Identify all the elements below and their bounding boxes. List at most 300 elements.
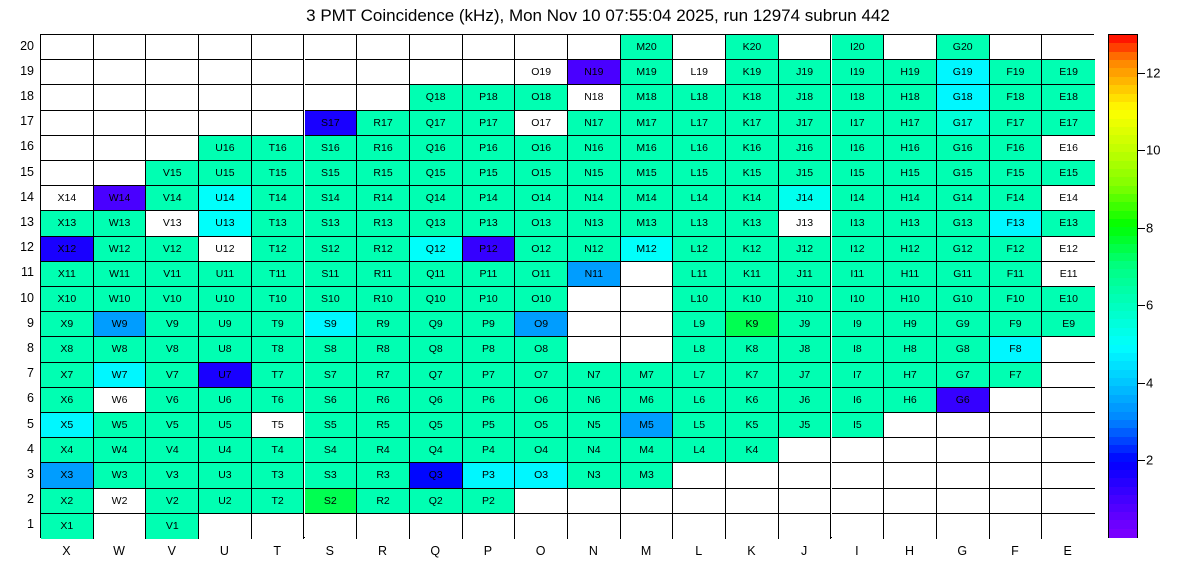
heatmap-cell: M7 [621, 363, 674, 388]
heatmap-cell: P5 [463, 413, 516, 438]
heatmap-cell: R14 [357, 186, 410, 211]
heatmap-cell-empty [410, 60, 463, 85]
heatmap-cell: M13 [621, 211, 674, 236]
heatmap-cell: H14 [884, 186, 937, 211]
heatmap-cell: G11 [937, 262, 990, 287]
heatmap-cell: O18 [515, 85, 568, 110]
heatmap-cell: I12 [832, 237, 885, 262]
x-axis-tick: F [1011, 544, 1019, 558]
y-axis-tick: 15 [20, 164, 34, 179]
heatmap-cell: P3 [463, 463, 516, 488]
heatmap-cell: G17 [937, 111, 990, 136]
heatmap-cell: J6 [779, 388, 832, 413]
colorbar-segment [1109, 529, 1137, 538]
heatmap-cell: J13 [779, 211, 832, 236]
heatmap-cell-empty [779, 489, 832, 514]
x-axis-tick: W [113, 544, 125, 558]
heatmap-cell: F14 [990, 186, 1043, 211]
heatmap-cell: R15 [357, 161, 410, 186]
heatmap-cell-empty [94, 60, 147, 85]
heatmap-cell: F12 [990, 237, 1043, 262]
heatmap-cell: J11 [779, 262, 832, 287]
heatmap-cell: T3 [252, 463, 305, 488]
heatmap-cell: N5 [568, 413, 621, 438]
heatmap-cell: R2 [357, 489, 410, 514]
heatmap-cell: J19 [779, 60, 832, 85]
y-axis-tick: 13 [20, 215, 34, 229]
x-axis-tick: E [1063, 544, 1072, 558]
y-axis-tick: 16 [20, 139, 34, 154]
page-title: 3 PMT Coincidence (kHz), Mon Nov 10 07:55:04 2025, run 12974 subrun 442 [306, 6, 890, 25]
heatmap-cell: P2 [463, 489, 516, 514]
y-axis-tick: 14 [20, 189, 34, 204]
heatmap-cell: S10 [305, 287, 358, 312]
heatmap-cell: T16 [252, 136, 305, 161]
heatmap-cell: O8 [515, 337, 568, 362]
heatmap-cell: X4 [41, 438, 94, 463]
y-axis [0, 34, 34, 538]
heatmap-cell: W3 [94, 463, 147, 488]
heatmap-cell: S4 [305, 438, 358, 463]
plot-area [40, 34, 1094, 538]
heatmap-cell-empty [41, 60, 94, 85]
colorbar-tick-label: 12 [1146, 65, 1161, 81]
heatmap-cell: L11 [673, 262, 726, 287]
heatmap-cell: X5 [41, 413, 94, 438]
heatmap-cell: V9 [146, 312, 199, 337]
heatmap-cell: K16 [726, 136, 779, 161]
x-axis-tick: H [905, 544, 915, 558]
heatmap-cell: U10 [199, 287, 252, 312]
heatmap-cell: X9 [41, 312, 94, 337]
heatmap-cell-empty [673, 514, 726, 539]
heatmap-cell: W10 [94, 287, 147, 312]
heatmap-cell: J15 [779, 161, 832, 186]
heatmap-cell: K15 [726, 161, 779, 186]
heatmap-cell: G10 [937, 287, 990, 312]
heatmap-cell: Q14 [410, 186, 463, 211]
heatmap-cell: L19 [673, 60, 726, 85]
heatmap-cell: N11 [568, 262, 621, 287]
heatmap-cell: J9 [779, 312, 832, 337]
heatmap-cell-empty [621, 514, 674, 539]
heatmap-cell: L10 [673, 287, 726, 312]
heatmap-cell: K8 [726, 337, 779, 362]
heatmap-cell: P10 [463, 287, 516, 312]
colorbar-tick-mark [1138, 228, 1145, 229]
heatmap-cell: K13 [726, 211, 779, 236]
heatmap-cell: J18 [779, 85, 832, 110]
heatmap-cell-empty [937, 413, 990, 438]
x-axis-tick: J [801, 544, 808, 558]
heatmap-cell: G16 [937, 136, 990, 161]
heatmap-cell: T5 [252, 413, 305, 438]
heatmap-cell: S7 [305, 363, 358, 388]
heatmap-cell-empty [884, 489, 937, 514]
heatmap-cell: H6 [884, 388, 937, 413]
heatmap-cell: O11 [515, 262, 568, 287]
heatmap-cell: U14 [199, 186, 252, 211]
heatmap-cell: K18 [726, 85, 779, 110]
heatmap-cell: L6 [673, 388, 726, 413]
x-axis-tick: O [535, 544, 546, 558]
heatmap-cell-empty [463, 35, 516, 60]
heatmap-cell: F10 [990, 287, 1043, 312]
heatmap-cell-empty [305, 514, 358, 539]
heatmap-cell: X3 [41, 463, 94, 488]
heatmap-cell: K19 [726, 60, 779, 85]
heatmap-cell: I17 [832, 111, 885, 136]
heatmap-cell: U11 [199, 262, 252, 287]
x-axis [40, 544, 1094, 562]
heatmap-cell: H12 [884, 237, 937, 262]
heatmap-cell: K17 [726, 111, 779, 136]
heatmap-cell: L9 [673, 312, 726, 337]
heatmap-cell: P18 [463, 85, 516, 110]
heatmap-cell-empty [252, 35, 305, 60]
heatmap-cell: L7 [673, 363, 726, 388]
heatmap-cell-empty [726, 514, 779, 539]
heatmap-cell: S8 [305, 337, 358, 362]
heatmap-cell: S13 [305, 211, 358, 236]
heatmap-cell-empty [990, 388, 1043, 413]
heatmap-cell: N14 [568, 186, 621, 211]
heatmap-cell: U5 [199, 413, 252, 438]
heatmap-cell-empty [146, 111, 199, 136]
heatmap-cell: K20 [726, 35, 779, 60]
y-axis-tick: 8 [27, 341, 34, 355]
heatmap-cell-empty [146, 60, 199, 85]
heatmap-cell: I5 [832, 413, 885, 438]
heatmap-cell-empty [305, 60, 358, 85]
heatmap-cell: Q16 [410, 136, 463, 161]
heatmap-cell: U3 [199, 463, 252, 488]
x-axis-tick: S [325, 544, 335, 558]
y-axis-tick: 6 [27, 391, 34, 406]
heatmap-cell: X14 [41, 186, 94, 211]
heatmap-cell: H16 [884, 136, 937, 161]
heatmap-cell: J8 [779, 337, 832, 362]
heatmap-cell: H17 [884, 111, 937, 136]
heatmap-cell: F15 [990, 161, 1043, 186]
heatmap-cell-empty [1042, 438, 1095, 463]
x-axis-tick: M [640, 544, 652, 558]
heatmap-cell: K4 [726, 438, 779, 463]
heatmap-cell: X10 [41, 287, 94, 312]
heatmap-cell-empty [726, 489, 779, 514]
heatmap-cell: O15 [515, 161, 568, 186]
x-axis-tick: Q [430, 544, 441, 558]
colorbar-tick-label: 6 [1146, 297, 1154, 313]
heatmap-cell: X1 [41, 514, 94, 539]
heatmap-cell: R5 [357, 413, 410, 438]
y-axis-tick: 17 [20, 114, 34, 129]
heatmap-cell: U12 [199, 237, 252, 262]
heatmap-cell: E18 [1042, 85, 1095, 110]
colorbar-tick-mark [1138, 73, 1145, 74]
heatmap-cell: W7 [94, 363, 147, 388]
heatmap-cell: N17 [568, 111, 621, 136]
heatmap-cell: E11 [1042, 262, 1095, 287]
heatmap-cell-empty [1042, 363, 1095, 388]
heatmap-cell: F7 [990, 363, 1043, 388]
heatmap-cell: O7 [515, 363, 568, 388]
heatmap-cell: R13 [357, 211, 410, 236]
heatmap-cell: K6 [726, 388, 779, 413]
heatmap-cell: Q12 [410, 237, 463, 262]
heatmap-cell: M18 [621, 85, 674, 110]
heatmap-cell: K14 [726, 186, 779, 211]
heatmap-cell: S9 [305, 312, 358, 337]
heatmap-cell: W2 [94, 489, 147, 514]
heatmap-cell: I6 [832, 388, 885, 413]
heatmap-cell: U15 [199, 161, 252, 186]
heatmap-cell: F16 [990, 136, 1043, 161]
heatmap-cell-empty [94, 111, 147, 136]
heatmap-cell: E17 [1042, 111, 1095, 136]
heatmap-cell: O4 [515, 438, 568, 463]
heatmap-cell-empty [621, 312, 674, 337]
heatmap-cell: F13 [990, 211, 1043, 236]
heatmap-cell: E16 [1042, 136, 1095, 161]
heatmap-cell-empty [726, 463, 779, 488]
heatmap-cell: Q3 [410, 463, 463, 488]
heatmap-cell: I7 [832, 363, 885, 388]
heatmap-cell: I18 [832, 85, 885, 110]
heatmap-cell-empty [884, 463, 937, 488]
heatmap-cell: P12 [463, 237, 516, 262]
heatmap-cell: H11 [884, 262, 937, 287]
heatmap-cell: N4 [568, 438, 621, 463]
heatmap-cell: X8 [41, 337, 94, 362]
colorbar-tick-label: 8 [1146, 220, 1154, 236]
heatmap-cell: N15 [568, 161, 621, 186]
heatmap-cell: T4 [252, 438, 305, 463]
heatmap-cell: U7 [199, 363, 252, 388]
heatmap-cell: I19 [832, 60, 885, 85]
heatmap-cell: G12 [937, 237, 990, 262]
heatmap-cell: I14 [832, 186, 885, 211]
heatmap-cell: W5 [94, 413, 147, 438]
heatmap-cell: E10 [1042, 287, 1095, 312]
heatmap-cell-empty [515, 35, 568, 60]
heatmap-cell: S17 [305, 111, 358, 136]
heatmap-cell: J17 [779, 111, 832, 136]
heatmap-cell: Q9 [410, 312, 463, 337]
heatmap-cell-empty [990, 489, 1043, 514]
heatmap-cell: G8 [937, 337, 990, 362]
heatmap-cell: R9 [357, 312, 410, 337]
heatmap-cell: G20 [937, 35, 990, 60]
y-axis-tick: 1 [27, 517, 34, 532]
heatmap-cell: G19 [937, 60, 990, 85]
heatmap-cell-empty [673, 35, 726, 60]
heatmap-cell: I20 [832, 35, 885, 60]
heatmap-cell: V3 [146, 463, 199, 488]
heatmap-cell-empty [1042, 413, 1095, 438]
x-axis-tick: K [747, 544, 756, 558]
heatmap-cell: M14 [621, 186, 674, 211]
heatmap-cell: V13 [146, 211, 199, 236]
heatmap-cell: M5 [621, 413, 674, 438]
heatmap-cell-empty [199, 111, 252, 136]
heatmap-cell-empty [199, 85, 252, 110]
heatmap-cell-empty [990, 514, 1043, 539]
heatmap-cell: L12 [673, 237, 726, 262]
heatmap-cell-empty [568, 287, 621, 312]
heatmap-cell: V10 [146, 287, 199, 312]
x-axis-tick: V [167, 544, 176, 558]
heatmap-cell: R3 [357, 463, 410, 488]
heatmap-cell-empty [621, 337, 674, 362]
heatmap-cell-empty [252, 60, 305, 85]
heatmap-cell: S12 [305, 237, 358, 262]
heatmap-cell: G13 [937, 211, 990, 236]
heatmap-cell-empty [1042, 35, 1095, 60]
heatmap-cell-empty [252, 514, 305, 539]
heatmap-cell-empty [305, 85, 358, 110]
y-axis-tick: 11 [21, 265, 34, 280]
heatmap-cell: U4 [199, 438, 252, 463]
heatmap-cell: J14 [779, 186, 832, 211]
heatmap-cell-empty [357, 35, 410, 60]
heatmap-cell: U13 [199, 211, 252, 236]
heatmap-cell-empty [937, 463, 990, 488]
heatmap-cell: T12 [252, 237, 305, 262]
heatmap-cell-empty [779, 514, 832, 539]
heatmap-cell: P14 [463, 186, 516, 211]
heatmap-cell: L14 [673, 186, 726, 211]
heatmap-cell: Q17 [410, 111, 463, 136]
colorbar-tick-mark [1138, 383, 1145, 384]
heatmap-cell: F8 [990, 337, 1043, 362]
heatmap-cell-empty [673, 463, 726, 488]
heatmap-cell: I8 [832, 337, 885, 362]
heatmap-cell: J7 [779, 363, 832, 388]
heatmap-cell: P6 [463, 388, 516, 413]
heatmap-cell-empty [779, 438, 832, 463]
heatmap-cell: I11 [832, 262, 885, 287]
heatmap-cell-empty [937, 514, 990, 539]
heatmap-cell: Q13 [410, 211, 463, 236]
heatmap-cell: T7 [252, 363, 305, 388]
heatmap-cell: K12 [726, 237, 779, 262]
heatmap-cell: V14 [146, 186, 199, 211]
heatmap-cell: M3 [621, 463, 674, 488]
heatmap-cell: N19 [568, 60, 621, 85]
heatmap-cell: X13 [41, 211, 94, 236]
heatmap-cell: P16 [463, 136, 516, 161]
heatmap-cell: F11 [990, 262, 1043, 287]
heatmap-cell: O14 [515, 186, 568, 211]
heatmap-cell: R11 [357, 262, 410, 287]
x-axis-tick: I [855, 544, 859, 558]
heatmap-cell: Q6 [410, 388, 463, 413]
heatmap-cell: U6 [199, 388, 252, 413]
heatmap-cell: E12 [1042, 237, 1095, 262]
heatmap-cell: R7 [357, 363, 410, 388]
heatmap-cell: P13 [463, 211, 516, 236]
heatmap-cell: T14 [252, 186, 305, 211]
heatmap-grid [40, 34, 1094, 538]
x-axis-tick: T [273, 544, 281, 558]
heatmap-cell: P11 [463, 262, 516, 287]
heatmap-cell: R6 [357, 388, 410, 413]
colorbar-tick-mark [1138, 460, 1145, 461]
heatmap-cell-empty [463, 514, 516, 539]
y-axis-tick: 3 [27, 467, 34, 481]
heatmap-cell: M15 [621, 161, 674, 186]
heatmap-cell: M6 [621, 388, 674, 413]
heatmap-cell: O10 [515, 287, 568, 312]
heatmap-cell-empty [568, 337, 621, 362]
heatmap-cell: F19 [990, 60, 1043, 85]
heatmap-cell: I10 [832, 287, 885, 312]
heatmap-cell-empty [41, 161, 94, 186]
heatmap-cell: H10 [884, 287, 937, 312]
heatmap-cell: W12 [94, 237, 147, 262]
y-axis-tick: 20 [20, 38, 34, 53]
x-axis-tick: L [695, 544, 703, 558]
heatmap-cell: E13 [1042, 211, 1095, 236]
heatmap-cell: T8 [252, 337, 305, 362]
heatmap-cell: N6 [568, 388, 621, 413]
heatmap-cell-empty [884, 514, 937, 539]
heatmap-cell: V4 [146, 438, 199, 463]
heatmap-cell-empty [357, 514, 410, 539]
heatmap-cell-empty [410, 514, 463, 539]
heatmap-cell: V1 [146, 514, 199, 539]
heatmap-cell: K5 [726, 413, 779, 438]
heatmap-cell-empty [568, 514, 621, 539]
heatmap-cell: T2 [252, 489, 305, 514]
heatmap-cell: W6 [94, 388, 147, 413]
heatmap-cell: K10 [726, 287, 779, 312]
heatmap-cell: E19 [1042, 60, 1095, 85]
heatmap-cell: H15 [884, 161, 937, 186]
heatmap-cell-empty [41, 85, 94, 110]
heatmap-cell-empty [621, 489, 674, 514]
heatmap-cell-empty [673, 489, 726, 514]
heatmap-cell: N13 [568, 211, 621, 236]
heatmap-cell-empty [779, 463, 832, 488]
heatmap-cell: P15 [463, 161, 516, 186]
heatmap-cell: I13 [832, 211, 885, 236]
heatmap-cell-empty [832, 463, 885, 488]
heatmap-cell: U2 [199, 489, 252, 514]
heatmap-cell: V12 [146, 237, 199, 262]
heatmap-cell: K9 [726, 312, 779, 337]
heatmap-cell-empty [305, 35, 358, 60]
heatmap-cell: I16 [832, 136, 885, 161]
heatmap-cell: V6 [146, 388, 199, 413]
heatmap-cell: T15 [252, 161, 305, 186]
heatmap-cell-empty [990, 413, 1043, 438]
heatmap-cell: O3 [515, 463, 568, 488]
heatmap-cell-empty [937, 489, 990, 514]
heatmap-cell-empty [515, 489, 568, 514]
heatmap-cell: N12 [568, 237, 621, 262]
heatmap-cell: G9 [937, 312, 990, 337]
heatmap-cell: V11 [146, 262, 199, 287]
heatmap-cell: V5 [146, 413, 199, 438]
x-axis-tick: N [588, 544, 598, 558]
heatmap-cell: F17 [990, 111, 1043, 136]
heatmap-cell: Q15 [410, 161, 463, 186]
heatmap-cell-empty [199, 35, 252, 60]
heatmap-cell: H9 [884, 312, 937, 337]
y-axis-tick: 10 [20, 290, 34, 305]
